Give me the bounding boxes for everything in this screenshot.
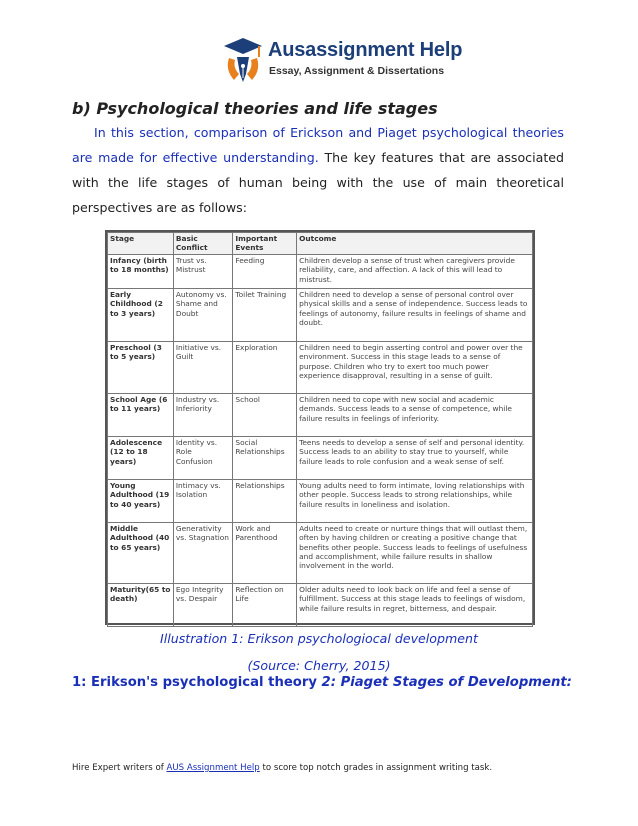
table-row <box>108 523 533 584</box>
col-header-outcome: Outcome <box>297 233 533 255</box>
table-row <box>108 255 533 289</box>
events-cell: School <box>233 394 297 437</box>
events-cell: Feeding <box>233 255 297 289</box>
col-header-conflict: Basic Conflict <box>173 233 233 255</box>
erikson-stages-table <box>105 230 535 625</box>
events-cell: Social Relationships <box>233 437 297 480</box>
table-row <box>108 342 533 394</box>
logo-name: Ausassignment Help <box>268 39 463 61</box>
intro-paragraph <box>72 120 564 220</box>
conflict-cell: Initiative vs. Guilt <box>173 342 233 394</box>
events-cell: Toilet Training <box>233 289 297 342</box>
figure-caption: Illustration 1: Erikson psychologiocal development <box>160 631 478 646</box>
stage-cell: Adolescence (12 to 18 years) <box>108 437 174 480</box>
erikson-heading: 1: Erikson's psychological theory <box>72 675 317 690</box>
table-row <box>108 584 533 627</box>
conflict-cell: Ego Integrity vs. Despair <box>173 584 233 627</box>
events-cell: Relationships <box>233 480 297 523</box>
conflict-cell: Autonomy vs. Shame and Doubt <box>173 289 233 342</box>
intro-highlight: In this section, comparison of Erickson and Piaget psychological theories are made for effective understanding. <box>72 125 564 165</box>
outcome-cell: Teens needs to develop a sense of self and personal identity. Success leads to an ability to stay true to yourself, while failure leads to role confusion and a weak sense of self. <box>297 437 533 480</box>
conflict-cell: Industry vs. Inferiority <box>173 394 233 437</box>
figure-source: (Source: Cherry, 2015) <box>247 658 391 673</box>
footer-text-after: to score top notch grades in assignment writing task. <box>259 763 493 773</box>
outcome-cell: Children develop a sense of trust when caregivers provide reliability, care, and affection. A lack of this will lead to mistrust. <box>297 255 533 289</box>
stage-cell: Early Childhood (2 to 3 years) <box>108 289 174 342</box>
events-cell: Reflection on Life <box>233 584 297 627</box>
outcome-cell: Young adults need to form intimate, loving relationships with other people. Success leads to strong relationships, while failure results in loneliness and isolation. <box>297 480 533 523</box>
outcome-cell: Older adults need to look back on life and feel a sense of fulfillment. Success at this stage leads to feelings of wisdom, while failure results in regret, bitterness, and despair. <box>297 584 533 627</box>
intro-rest: The key features that are associated with the life stages of human being with the use of main theoretical perspectives are as follows: <box>72 150 564 215</box>
outcome-cell: Children need to develop a sense of personal control over physical skills and a sense of independence. Success leads to feelings of autonomy, failure results in feelings of shame and doubt. <box>297 289 533 342</box>
footer-link[interactable]: AUS Assignment Help <box>166 763 260 773</box>
footer-text-before: Hire Expert writers of <box>72 763 167 773</box>
scholar-pen-nib-icon <box>222 36 264 86</box>
conflict-cell: Trust vs. Mistrust <box>173 255 233 289</box>
conflict-cell: Generativity vs. Stagnation <box>173 523 233 584</box>
events-cell: Exploration <box>233 342 297 394</box>
stage-cell: Preschool (3 to 5 years) <box>108 342 174 394</box>
section-title: b) Psychological theories and life stages <box>72 99 438 118</box>
table-row <box>108 394 533 437</box>
outcome-cell: Adults need to create or nurture things that will outlast them, often by having children or creating a positive change that benefits other people. Success leads to feelings of usefulness and accomplishment, while failure results in shallow involvement in the world. <box>297 523 533 584</box>
table-row <box>108 480 533 523</box>
col-header-stage: Stage <box>108 233 174 255</box>
col-header-events: Important Events <box>233 233 297 255</box>
stage-cell: Maturity(65 to death) <box>108 584 174 627</box>
brand-logo <box>222 36 463 86</box>
conflict-cell: Identity vs. Role Confusion <box>173 437 233 480</box>
stage-cell: Young Adulthood (19 to 40 years) <box>108 480 174 523</box>
theories-heading <box>72 675 572 690</box>
stage-cell: School Age (6 to 11 years) <box>108 394 174 437</box>
logo-tagline: Essay, Assignment & Dissertations <box>269 65 445 77</box>
piaget-heading: 2: Piaget Stages of Development: <box>321 675 572 690</box>
table-row <box>108 289 533 342</box>
events-cell: Work and Parenthood <box>233 523 297 584</box>
table-row <box>108 437 533 480</box>
outcome-cell: Children need to begin asserting control and power over the environment. Success in this stage leads to a sense of purpose. Children who try to exert too much power experience disapproval, resulting in a sense of guilt. <box>297 342 533 394</box>
stage-cell: Middle Adulthood (40 to 65 years) <box>108 523 174 584</box>
page-footer <box>72 763 492 773</box>
outcome-cell: Children need to cope with new social and academic demands. Success leads to a sense of competence, while failure results in feelings of inferiority. <box>297 394 533 437</box>
conflict-cell: Intimacy vs. Isolation <box>173 480 233 523</box>
stage-cell: Infancy (birth to 18 months) <box>108 255 174 289</box>
